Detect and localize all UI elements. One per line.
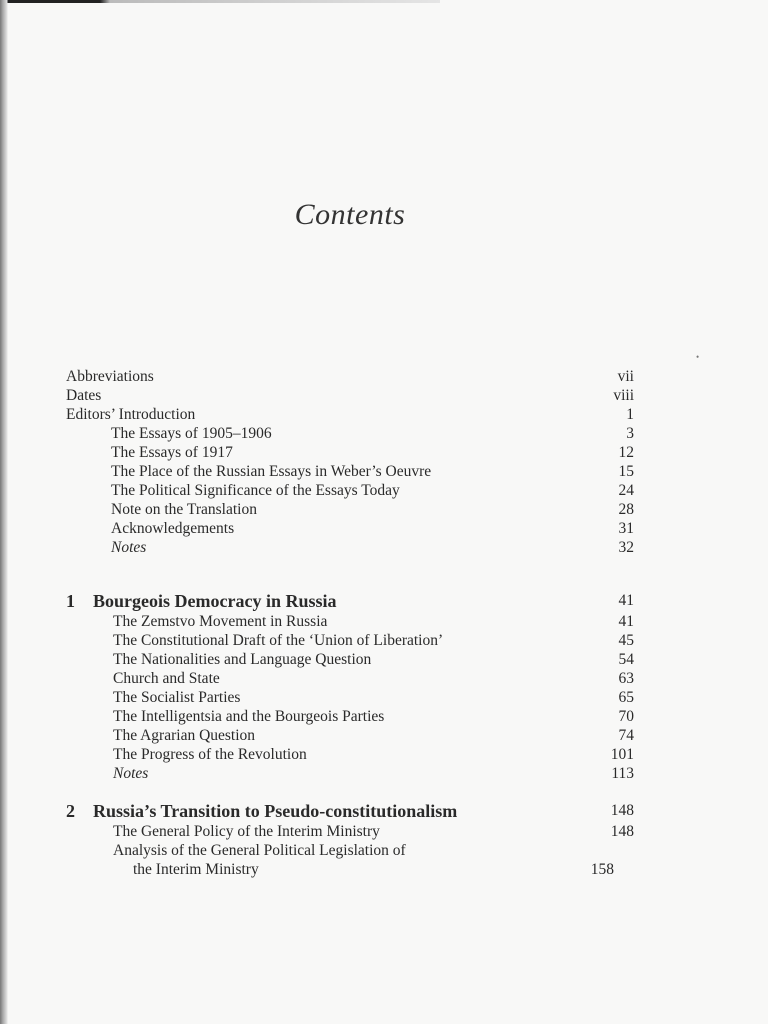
toc-subentry [48,612,636,631]
toc-entry-page: 3 [626,425,634,442]
toc-entry-label: The Essays of 1905–1906 [111,425,272,442]
toc-entry-page: 31 [618,520,634,537]
toc-entry [66,386,636,405]
toc-subentry [66,519,636,538]
toc-entry-label: The Intelligentsia and the Bourgeois Parties [113,708,385,725]
print-speck: • [696,352,700,362]
toc-entry-label: Dates [66,387,102,404]
toc-entry-page: 54 [618,651,634,668]
toc-entry-label: The Socialist Parties [113,689,241,706]
toc-entry-page: vii [617,368,634,385]
chapter-title: Bourgeois Democracy in Russia [93,591,337,611]
toc-subentry [48,745,636,764]
toc-entry-page: 148 [610,823,634,840]
toc-subentry [48,669,636,688]
toc-entry-label: Church and State [113,670,220,687]
toc-subentry [66,462,636,481]
toc-entry-page: 65 [618,689,634,706]
toc-subentry [48,631,636,650]
chapter-heading [66,800,636,822]
toc-entry-page: 24 [618,482,634,499]
toc-subentry [48,726,636,745]
toc-subentry-notes [66,538,636,557]
toc-subentry [48,688,636,707]
toc-subentry [66,424,636,443]
toc-entry-page: 158 [590,861,614,878]
toc-entry-page: 15 [618,463,634,480]
toc-subentry [66,481,636,500]
toc-entry-page: 12 [618,444,634,461]
chapter-number: 2 [66,801,75,821]
toc-entry-page: 74 [618,727,634,744]
chapter-number: 1 [66,591,75,611]
toc-entry-label: The Essays of 1917 [111,444,233,461]
toc-entry [66,367,636,386]
toc-subentry-continuation [68,860,636,879]
toc-entry-page: 41 [618,613,634,630]
toc-entry-page: 32 [618,539,634,556]
top-edge-rule [0,0,440,3]
toc-entry-label: Analysis of the General Political Legislation of [113,842,406,859]
page-title: Contents [294,198,406,231]
toc-entry-page: 101 [610,746,634,763]
toc-subentry [48,822,636,841]
toc-entry-label: Acknowledgements [111,520,235,537]
toc-subentry [48,707,636,726]
toc-entry-label: The Progress of the Revolution [113,746,307,763]
page-binding-edge [0,0,8,1024]
toc-entry-page: 113 [611,765,634,782]
chapter-heading [66,590,636,612]
toc-entry-label: Notes [111,539,147,556]
chapter-page: 148 [610,802,634,819]
toc-entry-label: Note on the Translation [111,501,257,518]
toc-entry-label: The Constitutional Draft of the ‘Union of Liberation’ [113,632,444,649]
toc-entry-label: The Nationalities and Language Question [113,651,372,668]
toc-entry-page: viii [613,387,634,404]
chapter-title: Russia’s Transition to Pseudo-constitutionalism [93,801,458,821]
toc-entry-page: 70 [618,708,634,725]
toc-subentry [66,443,636,462]
toc-entry-page: 45 [618,632,634,649]
toc-entry-label: Notes [113,765,149,782]
chapter-page: 41 [618,592,634,609]
toc-entry-page: 28 [618,501,634,518]
toc-entry-page: 63 [618,670,634,687]
table-of-contents [66,367,636,879]
toc-subentry [66,500,636,519]
toc-subentry [48,650,636,669]
toc-subentry-notes [48,764,636,783]
toc-entry-label: Abbreviations [66,368,154,385]
toc-entry-label: The Place of the Russian Essays in Weber’s Oeuvre [111,463,432,480]
toc-entry-label: The General Policy of the Interim Ministry [113,823,380,840]
toc-entry-label: The Political Significance of the Essays Today [111,482,400,499]
toc-entry-label: Editors’ Introduction [66,406,196,423]
toc-subentry [48,841,636,860]
toc-entry-label: the Interim Ministry [133,861,259,878]
toc-entry-label: The Agrarian Question [113,727,256,744]
toc-entry-page: 1 [626,406,634,423]
toc-entry [66,405,636,424]
toc-entry-label: The Zemstvo Movement in Russia [113,613,328,630]
